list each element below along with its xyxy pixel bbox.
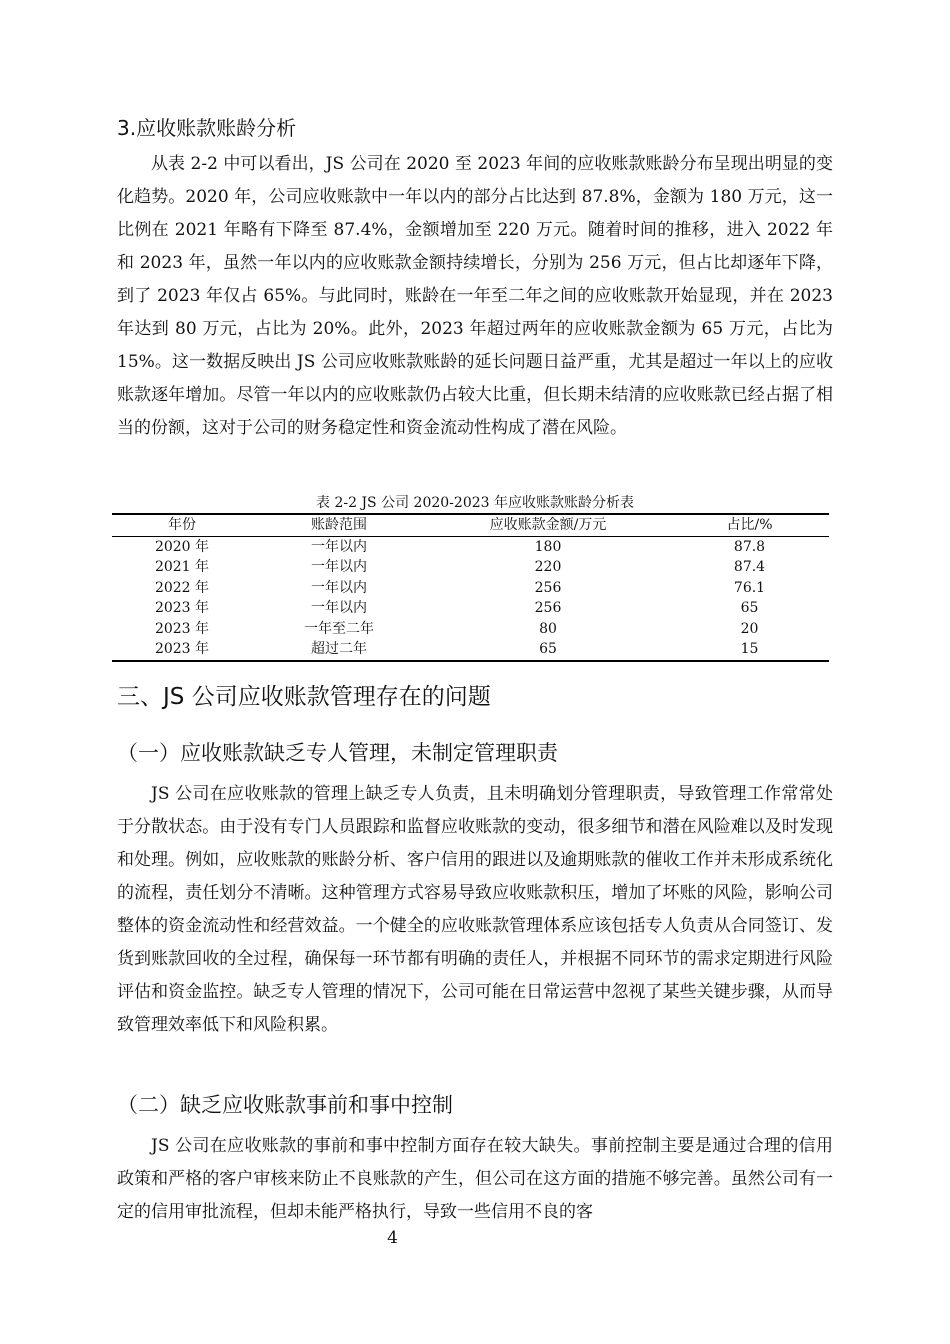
cell-amount: 65 <box>539 641 557 658</box>
cell-percentage: 20 <box>740 620 759 637</box>
table-row <box>112 557 829 578</box>
cell-year: 2023 年 <box>154 600 210 617</box>
paragraph-management-responsibility: JS 公司在应收账款的管理上缺乏专人负责，且未明确划分管理职责，导致管理工作常常处于分散状态。由于没有专门人员跟踪和监督应收账款的变动，很多细节和潜在风险难以及时发现和处理。例如，应收账款的账龄分析、客户信用的跟进以及逾期账款的催收工作并未形成系统化的流程，责任划分不清晰。这种管理方式容易导致应收账款积压，增加了坏账的风险，影响公司整体的资金流动性和经营效益。一个健全的应收账款管理体系应该包括专人负责从合同签订、发货到账款回收的全过程，确保每一环节都有明确的责任人，并根据不同环节的需求定期进行风险评估和资金监控。缺乏专人管理的情况下，公司可能在日常运营中忽视了某些关键步骤，从而导致管理效率低下和风险积累。 <box>117 784 833 1035</box>
aging-table <box>112 513 829 662</box>
table-row <box>112 578 829 599</box>
cell-year: 2021 年 <box>154 559 210 576</box>
paragraph-aging-analysis: 从表 2-2 中可以看出，JS 公司在 2020 至 2023 年间的应收账款账龄分布呈现出明显的变化趋势。2020 年，公司应收账款中一年以内的部分占比达到 87.8%，金额为 180 万元，这一比例在 2021 年略有下降至 87.4%，金额增加至 220 万元。随着时间的推移，进入 2022 年和 2023 年，虽然一年以内的应收账款金额持续增长，分别为 256 万元，但占比却逐年下降，到了 2023 年仅占 65%。与此同时，账龄在一年至二年之间的应收账款开始显现，并在 2023 年达到 80 万元，占比为 20%。此外，2023 年超过两年的应收账款金额为 65 万元，占比为 15%。这一数据反映出 JS 公司应收账款账龄的延长问题日益严重，尤其是超过一年以上的应收账款逐年增加。尽管一年以内的应收账款仍占较大比重，但长期未结清的应收账款已经占据了相当的份额，这对于公司的财务稳定性和资金流动性构成了潜在风险。 <box>117 154 833 438</box>
cell-aging-range: 一年至二年 <box>304 620 374 637</box>
cell-percentage: 87.4 <box>733 559 766 576</box>
cell-amount: 256 <box>534 579 562 596</box>
subsection-1-heading: （一）应收账款缺乏专人管理，未制定管理职责 <box>117 741 558 765</box>
table-caption: 表 2-2 JS 公司 2020-2023 年应收账款账龄分析表 <box>316 495 634 511</box>
table-header-row <box>112 514 829 536</box>
cell-aging-range: 一年以内 <box>311 600 367 617</box>
header-year: 年份 <box>168 517 196 534</box>
cell-aging-range: 一年以内 <box>311 538 367 555</box>
cell-year: 2023 年 <box>154 641 210 658</box>
subsection-2-heading: （二）缺乏应收账款事前和事中控制 <box>117 1093 453 1117</box>
cell-amount: 80 <box>539 620 557 637</box>
cell-year: 2023 年 <box>154 620 210 637</box>
header-amount: 应收账款金额/万元 <box>489 517 607 534</box>
cell-aging-range: 一年以内 <box>311 579 367 596</box>
cell-percentage: 15 <box>740 641 759 658</box>
cell-percentage: 87.8 <box>733 538 766 555</box>
header-aging-range: 账龄范围 <box>311 517 367 534</box>
cell-year: 2020 年 <box>154 538 210 555</box>
paragraph-control: JS 公司在应收账款的事前和事中控制方面存在较大缺失。事前控制主要是通过合理的信用政策和严格的客户审核来防止不良账款的产生，但公司在这方面的措施不够完善。虽然公司有一定的信用审批流程，但却未能严格执行，导致一些信用不良的客 <box>117 1136 833 1222</box>
cell-aging-range: 超过二年 <box>311 641 367 658</box>
cell-amount: 256 <box>534 600 562 617</box>
page-number: 4 <box>387 1228 398 1248</box>
table-row <box>112 536 829 557</box>
table-row <box>112 639 829 661</box>
cell-year: 2022 年 <box>154 579 210 596</box>
section-heading: 三、JS 公司应收账款管理存在的问题 <box>117 684 491 710</box>
cell-percentage: 76.1 <box>733 579 766 596</box>
table-row <box>112 598 829 619</box>
cell-amount: 220 <box>534 559 562 576</box>
cell-amount: 180 <box>534 538 562 555</box>
table-row <box>112 619 829 640</box>
cell-percentage: 65 <box>740 600 759 617</box>
cell-aging-range: 一年以内 <box>311 559 367 576</box>
header-percentage: 占比/% <box>726 517 773 534</box>
section-3-heading: 3.应收账款账龄分析 <box>117 116 297 140</box>
